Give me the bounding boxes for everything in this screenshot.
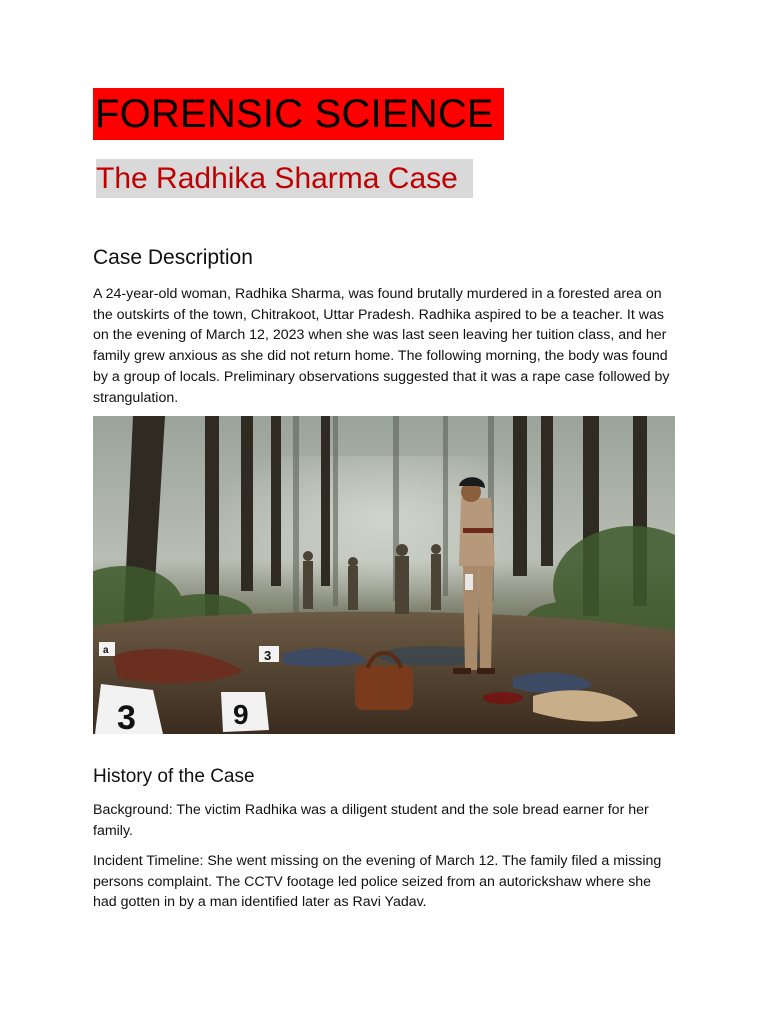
history-background: Background: The victim Radhika was a diligent student and the sole bread earner for her family. — [93, 802, 649, 839]
page-title: FORENSIC SCIENCE — [95, 92, 494, 136]
history-heading: History of the Case — [93, 766, 255, 787]
marker-3-large: 3 — [117, 699, 136, 734]
page-subtitle: The Radhika Sharma Case — [96, 162, 458, 195]
history-timeline: Incident Timeline: She went missing on the evening of March 12. The family filed a missing persons complaint. The CCTV footage led police seized from an autorickshaw where she had gotten in by a man identified later as Ravi Yadav. — [93, 853, 662, 911]
marker-3-small: 3 — [264, 648, 272, 663]
marker-a: a — [103, 645, 109, 656]
marker-9: 9 — [233, 699, 249, 730]
crime-scene-image — [93, 416, 675, 734]
case-description-text: A 24-year-old woman, Radhika Sharma, was found brutally murdered in a forested area on the outskirts of the town, Chitrakoot, Uttar Pradesh. Radhika aspired to be a teacher. It was on the evening of March 12, 2023 when she was last seen leaving her tuition class, and her family grew anxious as she did not return home. The following morning, the body was found by a group of locals. Preliminary observations suggested that it was a rape case followed by strangulation. — [93, 286, 670, 406]
case-description-heading: Case Description — [93, 246, 253, 269]
